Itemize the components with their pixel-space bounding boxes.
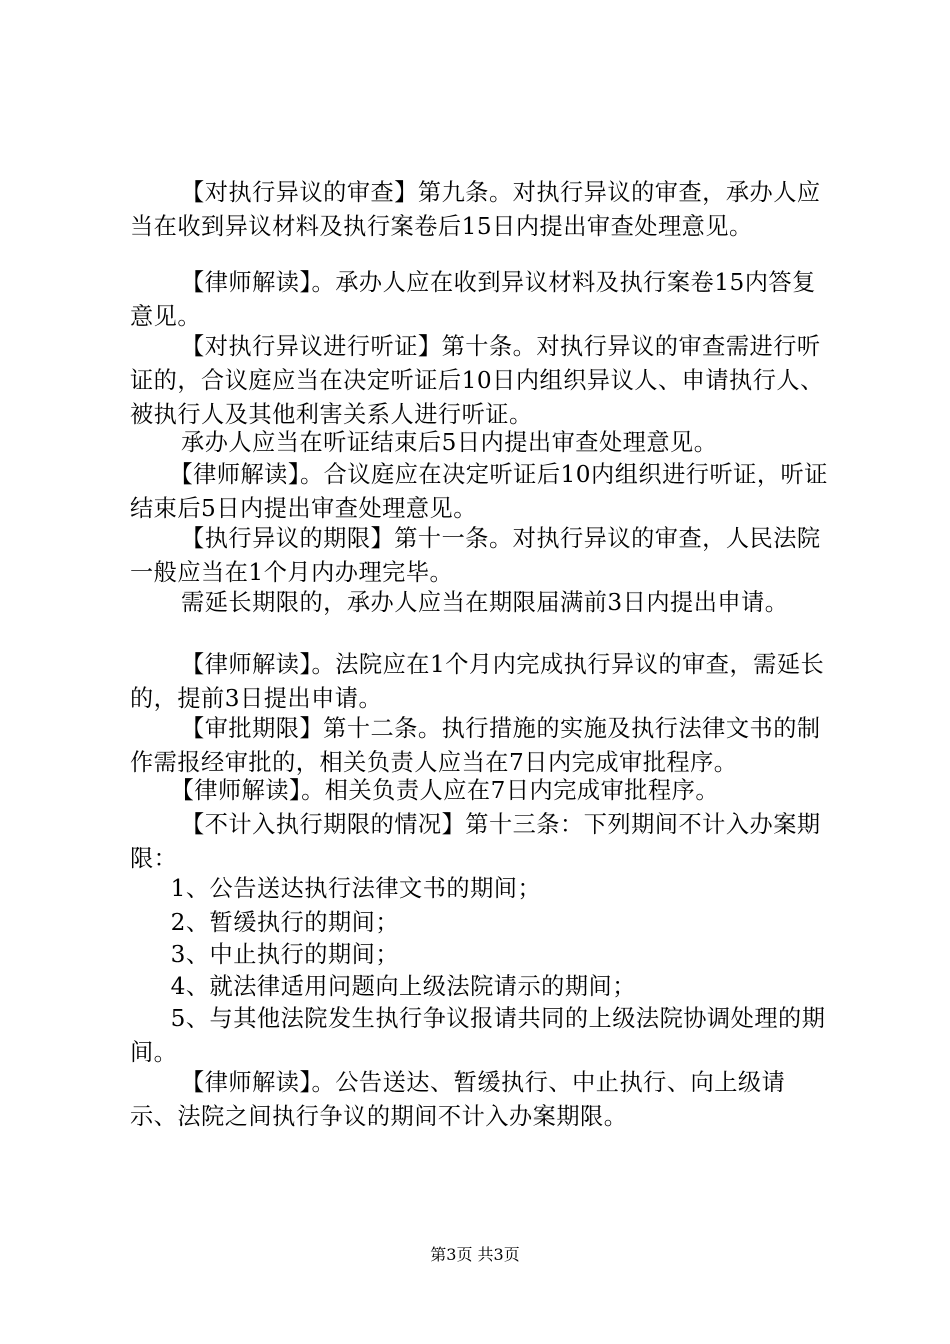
paragraph-article-11: 【执行异议的期限】第十一条。对执行异议的审查，人民法院一般应当在1个月内办理完毕。 xyxy=(130,525,821,586)
list-item-3: 3、中止执行的期间； xyxy=(170,941,400,968)
list-item-4: 4、就法律适用问题向上级法院请示的期间； xyxy=(170,973,636,1000)
paragraph-article-11-clause: 需延长期限的，承办人应当在期限届满前3日内提出申请。 xyxy=(181,589,789,616)
page-footer: 第3页 共3页 xyxy=(430,1245,520,1264)
list-item-2: 2、暂缓执行的期间； xyxy=(170,909,400,936)
paragraph-lawyer-note-10: 【律师解读】。合议庭应在决定听证后10内组织进行听证，听证结束后5日内提出审查处理意见。 xyxy=(130,461,828,522)
paragraph-lawyer-note-11: 【律师解读】。法院应在1个月内完成执行异议的审查，需延长的，提前3日提出申请。 xyxy=(130,651,825,712)
paragraph-article-12: 【审批期限】第十二条。执行措施的实施及执行法律文书的制作需报经审批的，相关负责人应当在7日内完成审批程序。 xyxy=(130,715,821,776)
paragraph-lawyer-note-9: 【律师解读】。承办人应在收到异议材料及执行案卷15内答复意见。 xyxy=(130,269,816,330)
paragraph-lawyer-note-13: 【律师解读】。公告送达、暂缓执行、中止执行、向上级请示、法院之间执行争议的期间不计入办案期限。 xyxy=(130,1069,786,1130)
paragraph-article-13: 【不计入执行期限的情况】第十三条：下列期间不计入办案期限： xyxy=(130,811,821,872)
list-item-5: 5、与其他法院发生执行争议报请共同的上级法院协调处理的期间。 xyxy=(130,1005,826,1066)
paragraph-article-9: 【对执行异议的审查】第九条。对执行异议的审查，承办人应当在收到异议材料及执行案卷后15日内提出审查处理意见。 xyxy=(130,179,821,240)
paragraph-lawyer-note-12: 【律师解读】。相关负责人应在7日内完成审批程序。 xyxy=(170,777,720,804)
paragraph-article-10: 【对执行异议进行听证】第十条。对执行异议的审查需进行听证的，合议庭应当在决定听证后10日内组织异议人、申请执行人、被执行人及其他利害关系人进行听证。 xyxy=(130,333,824,428)
list-item-1: 1、公告送达执行法律文书的期间； xyxy=(170,875,542,902)
paragraph-article-10-clause: 承办人应当在听证结束后5日内提出审查处理意见。 xyxy=(181,429,718,456)
